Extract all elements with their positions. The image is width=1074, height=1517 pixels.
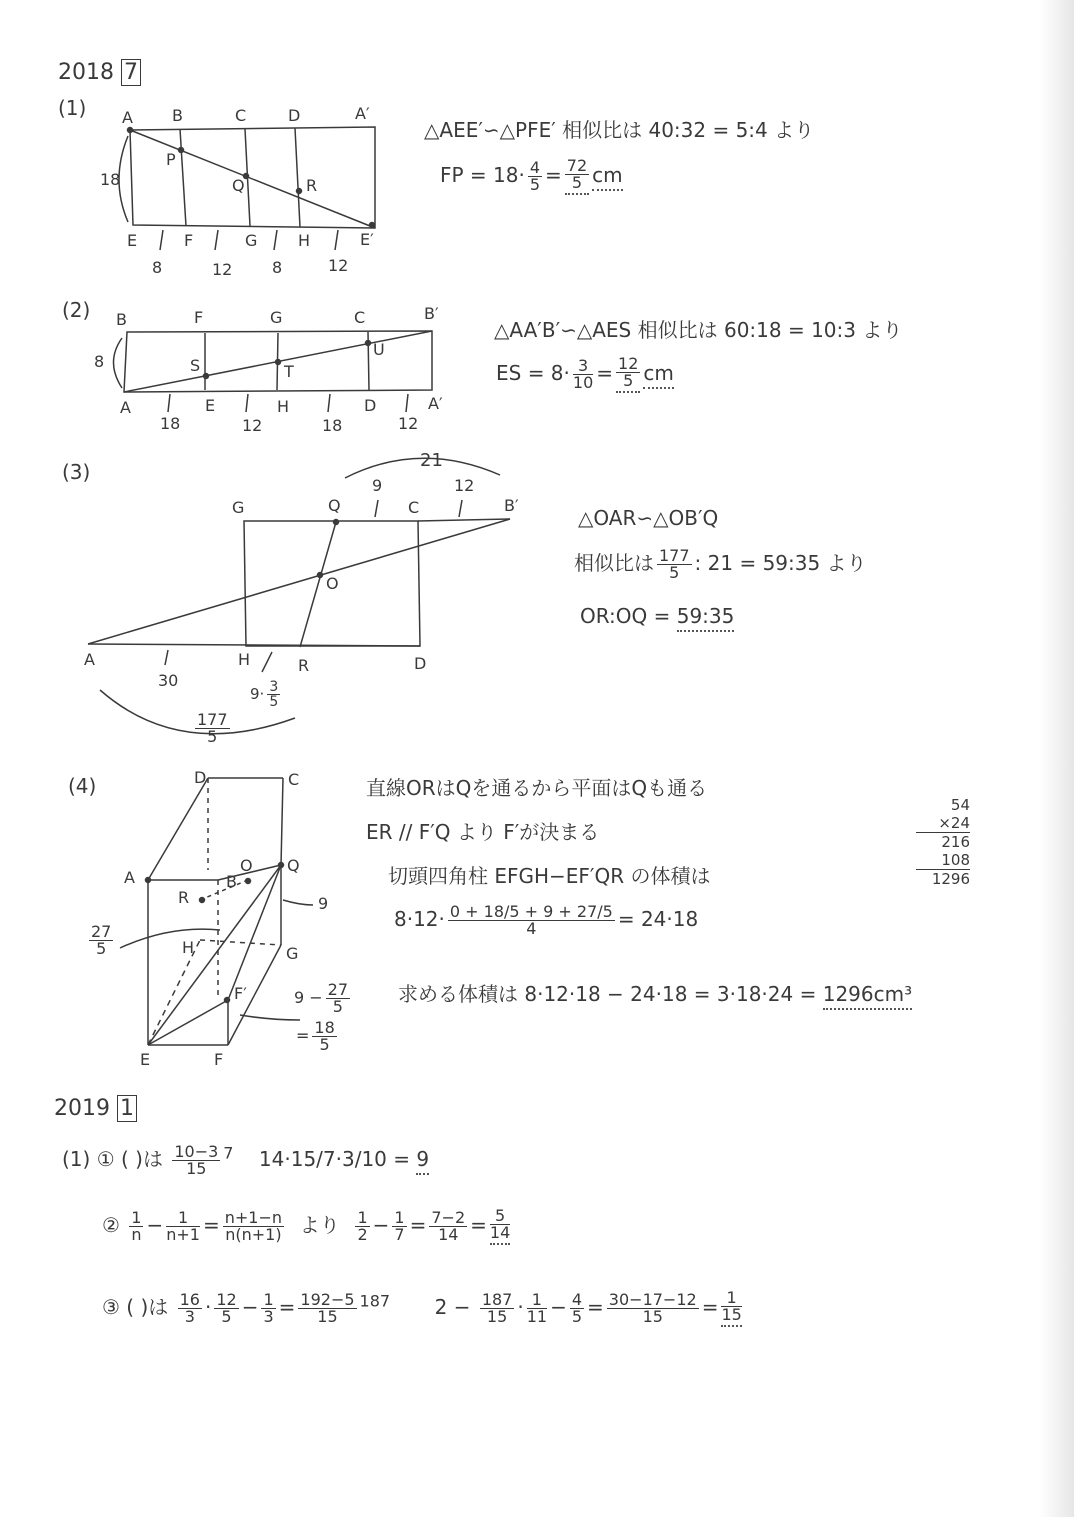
dim-8a: 8 [152, 258, 163, 277]
answer-5-14: $\frac{5}{14}$ [490, 1208, 510, 1245]
answer-1296: 1296cm³ [823, 982, 912, 1010]
point-b-prime: B′ [424, 304, 439, 323]
dim-12b: 12 [398, 414, 419, 433]
answer-1-15: $\frac{1}{15}$ [721, 1290, 741, 1327]
q1-row1: (1) ① ( )は $\frac{10-3}{15}$ $^7$ 14·15/7·3/10 = 9 [62, 1142, 430, 1178]
answer-9: 9 [416, 1147, 429, 1175]
answer-59-35: 59:35 [677, 604, 735, 632]
point-d: D [194, 768, 207, 787]
dim-ar: $\frac{177}{5}$ [197, 710, 228, 746]
point-u: U [373, 340, 385, 359]
part-1-label: (1) [58, 96, 87, 120]
side-calculation: 54 ×24 216 108 1296 [916, 796, 970, 888]
year-2018-heading [58, 62, 141, 84]
answer-72-5: $\frac{72}{5}$ [565, 158, 589, 195]
point-t: T [284, 362, 294, 381]
point-c: C [408, 498, 420, 517]
figure-4 [120, 778, 313, 1045]
point-a-prime: A′ [355, 104, 370, 123]
year-2019-heading [54, 1098, 137, 1120]
p4-line3: 切頭四角柱 EFGH−EF′QR の体積は [388, 864, 711, 888]
fraction-177-5: $\frac{177}{5}$ [659, 546, 690, 582]
problem-number-box: 1 [117, 1095, 137, 1122]
fp-prefix: FP = 18· [440, 163, 525, 187]
part-2-label: (2) [62, 298, 91, 322]
part-4-label: (4) [68, 774, 97, 798]
answer-12-5: $\frac{12}{5}$ [616, 356, 640, 393]
p4-line1: 直線ORはQを通るから平面はQも通る [366, 776, 708, 800]
dim-21: 21 [420, 450, 443, 471]
point-c: C [354, 308, 366, 327]
dim-30: 30 [158, 671, 179, 690]
point-b: B [226, 872, 237, 891]
es-prefix: ES = 8· [496, 361, 570, 385]
figure-3 [88, 458, 510, 734]
dim-9: 9 [318, 894, 329, 913]
p3-answer-line: OR:OQ = 59:35 [580, 606, 734, 626]
unit-cm: cm [643, 361, 673, 389]
frustum-average-fraction: $\frac{0 + 18/5 + 9 + 27/5}{4}$ [449, 902, 613, 938]
dim-18a: 18 [160, 414, 181, 433]
point-f: F [194, 308, 204, 327]
point-c: C [288, 770, 300, 789]
point-a: A [120, 398, 131, 417]
fraction-4-5: $\frac{4}{5}$ [529, 158, 541, 194]
problem-number-box: 7 [121, 59, 141, 86]
sub-2-mark: ② [102, 1213, 120, 1237]
p1-fp-line: FP = 18· $\frac{4}{5}$ = $\frac{72}{5}$ cm [440, 156, 623, 194]
dim-gf-expr: 9 − $\frac{27}{5}$ [294, 980, 349, 1016]
point-r: R [178, 888, 190, 907]
unit-cm: cm [592, 163, 622, 191]
point-g: G [270, 308, 283, 327]
dim-12b: 12 [328, 256, 349, 275]
year-label: 2018 [58, 60, 114, 85]
point-d: D [288, 106, 301, 125]
part-3-label: (3) [62, 460, 91, 484]
dim-12a: 12 [242, 416, 263, 435]
p2-es-line: ES = 8· $\frac{3}{10}$ = $\frac{12}{5}$ cm [496, 354, 674, 392]
point-h: H [298, 231, 311, 250]
point-d: D [364, 396, 377, 415]
point-r: R [298, 656, 310, 675]
p4-line4: 8·12· $\frac{0 + 18/5 + 9 + 27/5}{4}$ = 24·18 [394, 902, 699, 938]
point-b-prime: B′ [504, 496, 519, 515]
q1-label: (1) [62, 1147, 91, 1171]
point-h: H [182, 938, 195, 957]
point-c: C [235, 106, 247, 125]
side-length-18: 18 [100, 170, 121, 189]
point-p: P [166, 150, 176, 169]
fraction-3-10: $\frac{3}{10}$ [572, 356, 594, 392]
dim-9: 9 [372, 476, 383, 495]
point-a: A [122, 108, 133, 127]
point-b: B [172, 106, 183, 125]
sub-3-mark: ③ [102, 1295, 120, 1319]
point-e: E [127, 231, 138, 250]
dim-gf-result: = $\frac{18}{5}$ [296, 1018, 335, 1054]
point-h: H [277, 397, 290, 416]
point-h: H [238, 650, 251, 669]
dim-12: 12 [454, 476, 475, 495]
point-e: E [140, 1050, 151, 1069]
point-d: D [414, 654, 427, 673]
point-q: Q [232, 176, 245, 195]
dim-18b: 18 [322, 416, 343, 435]
scan-edge-shadow [1040, 0, 1074, 1517]
point-f: F [214, 1050, 224, 1069]
p1-similarity-line: △AEE′∽△PFE′ 相似比は 40:32 = 5:4 より [424, 118, 815, 142]
p3-similarity-line: △OAR∽△OB′Q [578, 506, 719, 530]
point-r: R [306, 176, 318, 195]
point-f-prime: F′ [234, 984, 247, 1003]
point-a-prime: A′ [428, 394, 443, 413]
point-q: Q [287, 856, 300, 875]
side-length-8: 8 [94, 352, 105, 371]
point-f: F [184, 231, 194, 250]
point-g: G [232, 498, 245, 517]
point-b: B [116, 310, 127, 329]
dim-27-5: $\frac{27}{5}$ [91, 922, 112, 958]
point-g: G [245, 231, 258, 250]
point-q: Q [328, 496, 341, 515]
q1-row2: ② $\frac{1}{n}$ − $\frac{1}{n+1}$ = $\frac{n+1-n}{n(n+1)}$ より $\frac{1}{2}$ − $\frac{1}{7}$ = $\frac{7-2}{14}$ = $\frac{5}{14}$ [102, 1206, 511, 1244]
q1-row3: ③ ( )は $\frac{16}{3}$ · $\frac{12}{5}$ − $\frac{1}{3}$ = $\frac{192-5}{15}$ $^{187}$ 2 − $\frac{187}{15}$ · $\frac{1}{11}$ − $\frac{4}{5}$ = $\frac{30-17-12}{15}$ = $\frac{1}{15}$ [102, 1288, 742, 1326]
dim-hr: 9· $\frac{3}{5}$ [250, 679, 279, 710]
dim-12a: 12 [212, 260, 233, 279]
point-g: G [286, 944, 299, 963]
p4-line2: ER // F′Q より F′が決まる [366, 820, 600, 844]
point-e-prime: E′ [360, 230, 374, 249]
point-a: A [84, 650, 95, 669]
point-o: O [240, 856, 253, 875]
sub-1-mark: ① [96, 1147, 115, 1171]
point-s: S [190, 356, 201, 375]
point-a: A [124, 868, 135, 887]
p2-similarity-line: △AA′B′∽△AES 相似比は 60:18 = 10:3 より [494, 318, 903, 342]
year-label: 2019 [54, 1096, 110, 1121]
p4-line5: 求める体積は 8·12·18 − 24·18 = 3·18·24 = 1296cm³ [398, 984, 912, 1004]
p3-ratio-line: 相似比は $\frac{177}{5}$ : 21 = 59:35 より [574, 546, 867, 582]
point-e: E [205, 396, 216, 415]
point-o: O [326, 574, 339, 593]
dim-8b: 8 [272, 258, 283, 277]
